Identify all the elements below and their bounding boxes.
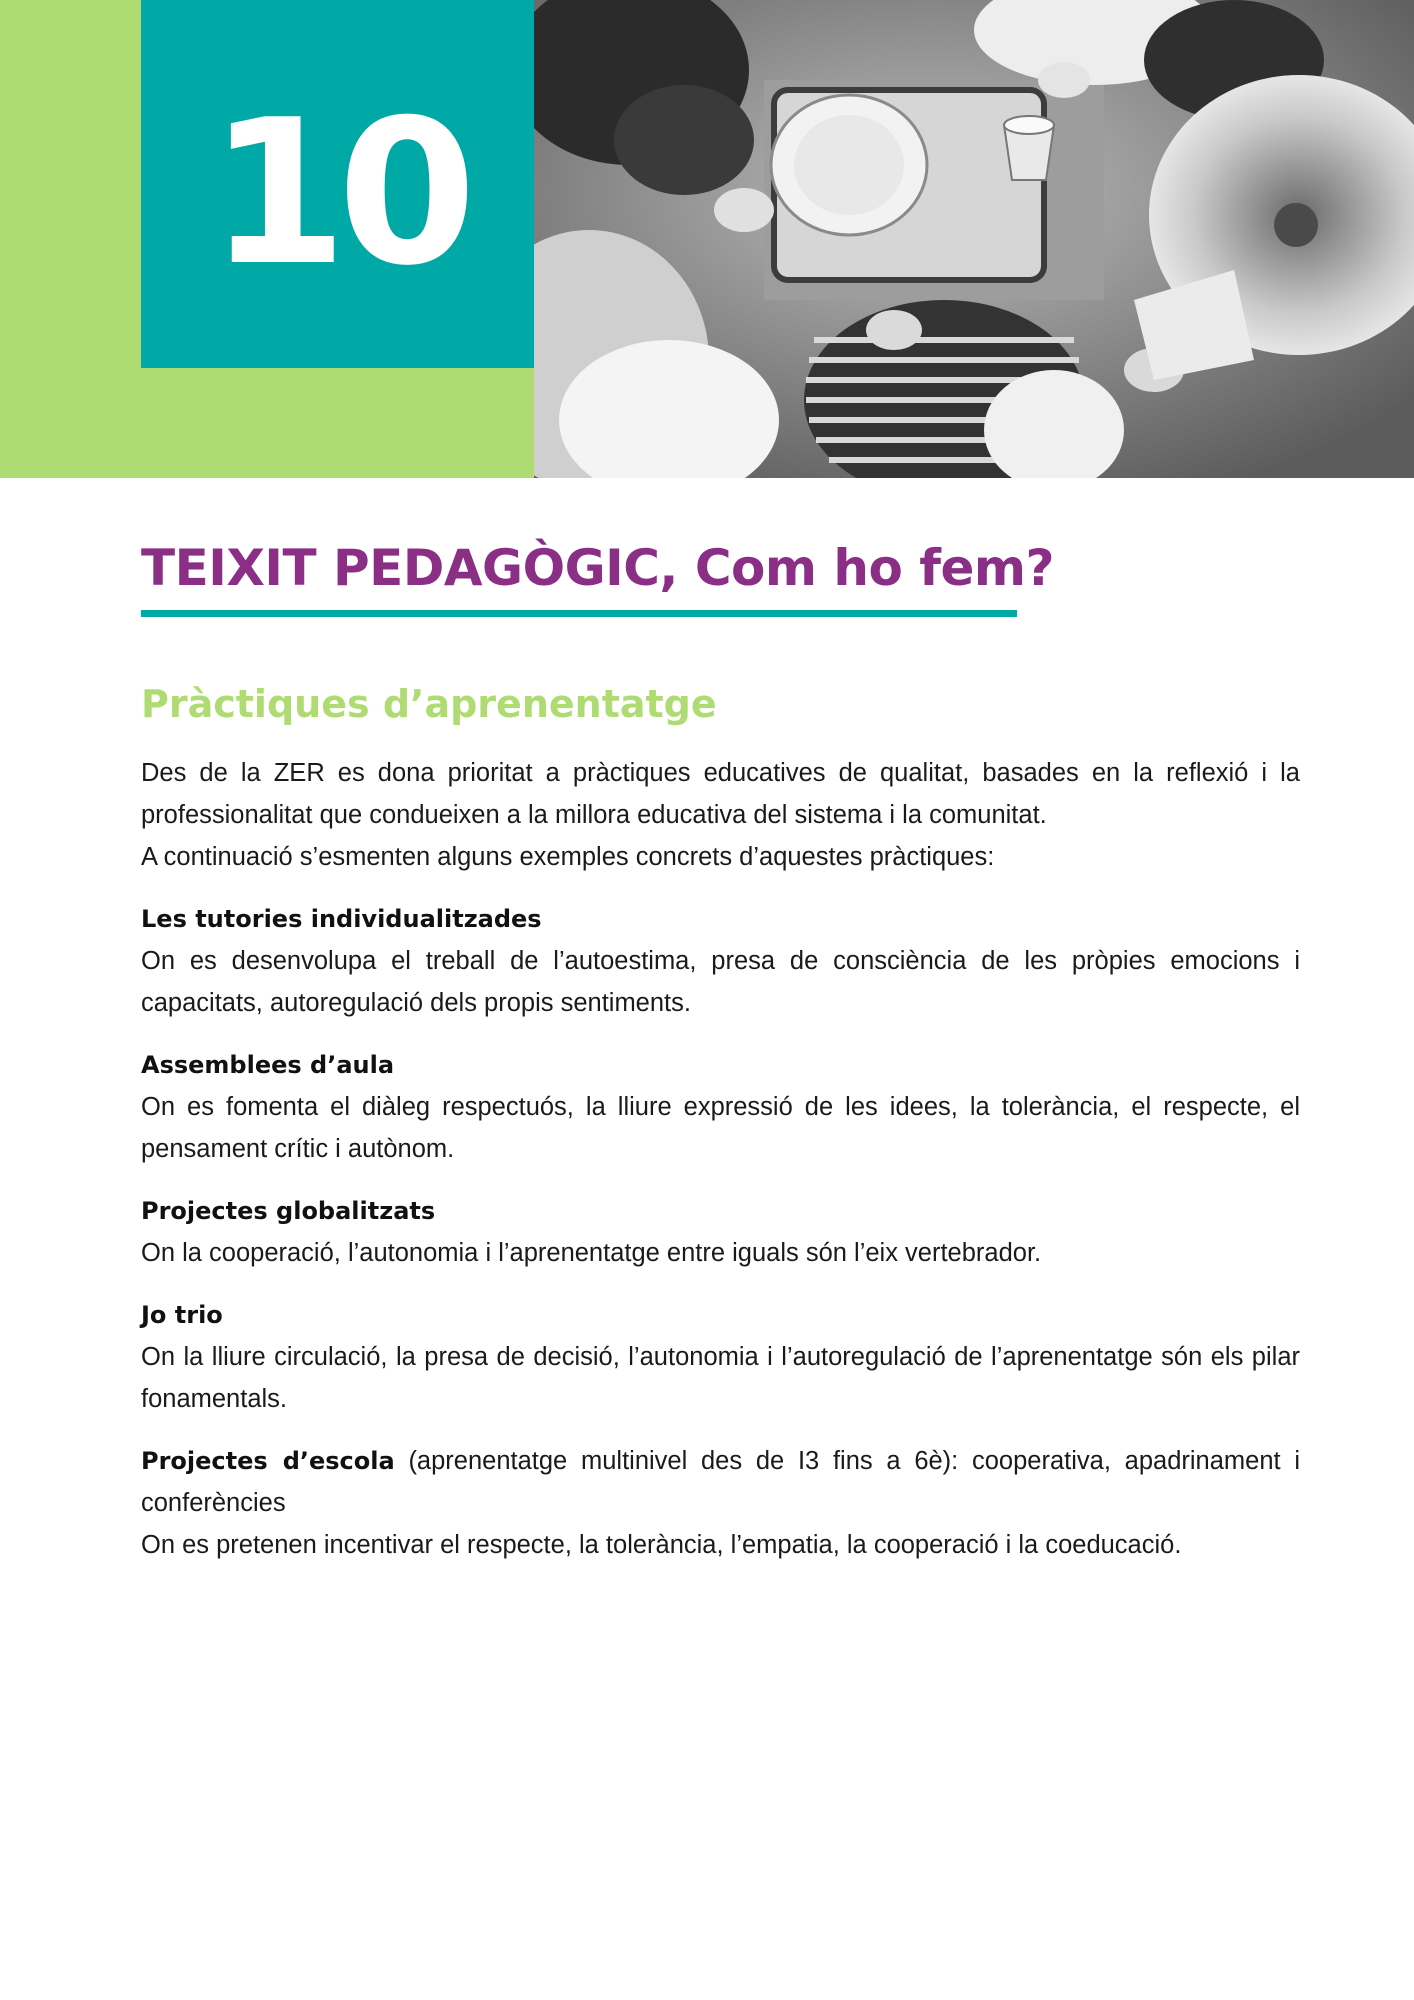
- practice-term-suffix: (aprenentatge multinivel des de I3 fins a 6è): cooperativa, apadrinament i conferències: [141, 1447, 1301, 1517]
- section-content: [141, 752, 1300, 1566]
- classroom-photo: [534, 0, 1414, 478]
- practice-item: [141, 898, 1300, 1024]
- practice-description: On es fomenta el diàleg respectuós, la lliure expressió de les idees, la tolerància, el respecte, el pensament crític i autònom.: [141, 1093, 1300, 1163]
- chapter-number-box: [141, 0, 534, 368]
- practice-term: Jo trio: [141, 1301, 223, 1329]
- practice-term: Projectes d’escola: [141, 1447, 395, 1475]
- page-title: TEIXIT PEDAGÒGIC, Com ho fem?: [141, 539, 1054, 597]
- practice-description: On es pretenen incentivar el respecte, la tolerància, l’empatia, la cooperació i la coeducació.: [141, 1531, 1182, 1559]
- practice-item: [141, 1440, 1300, 1566]
- chapter-number: 10: [208, 77, 467, 310]
- intro-paragraph: Des de la ZER es dona prioritat a pràctiques educatives de qualitat, basades en la reflexió i la professionalitat que condueixen a la millora educativa del sistema i la comunitat.: [141, 759, 1300, 829]
- practice-description: On es desenvolupa el treball de l’autoestima, presa de consciència de les pròpies emocions i capacitats, autoregulació dels propis sentiments.: [141, 947, 1300, 1017]
- intro-paragraph-2: A continuació s’esmenten alguns exemples concrets d’aquestes pràctiques:: [141, 843, 995, 871]
- classroom-photo-icon: [534, 0, 1414, 478]
- practice-term: Projectes globalitzats: [141, 1197, 436, 1225]
- practice-item: [141, 1044, 1300, 1170]
- practice-description: On la lliure circulació, la presa de decisió, l’autonomia i l’autoregulació de l’aprenentatge són els pilar fonamentals.: [141, 1343, 1300, 1413]
- practice-term: Les tutories individualitzades: [141, 905, 542, 933]
- practice-item: [141, 1294, 1300, 1420]
- practice-description: On la cooperació, l’autonomia i l’aprenentatge entre iguals són l’eix vertebrador.: [141, 1239, 1042, 1267]
- practice-term: Assemblees d’aula: [141, 1051, 395, 1079]
- title-underline: [141, 610, 1017, 617]
- practice-item: [141, 1190, 1300, 1274]
- section-heading: Pràctiques d’aprenentatge: [141, 682, 717, 726]
